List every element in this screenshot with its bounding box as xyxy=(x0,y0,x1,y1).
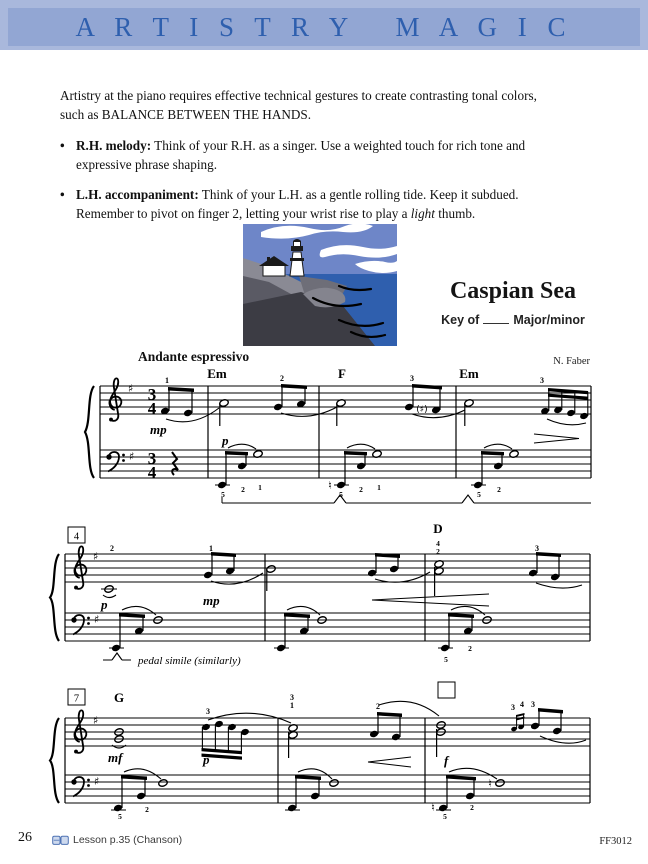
bullet-icon: • xyxy=(60,187,65,202)
fingering: 2 xyxy=(376,702,380,711)
fingering: 3 xyxy=(511,703,515,712)
tempo-marking: Andante espressivo xyxy=(138,349,250,364)
dynamic-p: p xyxy=(222,433,229,448)
brace xyxy=(50,718,59,803)
key-sharp-bass: ♯ xyxy=(94,613,100,626)
pedal-simile-text: pedal simile (similarly) xyxy=(138,655,241,667)
barlines xyxy=(65,718,590,803)
bass-clef xyxy=(106,452,125,472)
system-2 xyxy=(50,521,590,667)
fingering: 1 xyxy=(209,544,213,553)
bullet-lh-italic-word: light xyxy=(410,206,435,221)
fingering: 2 xyxy=(468,644,472,653)
key-sharp-treble: ♯ xyxy=(128,382,134,395)
key-line xyxy=(428,313,598,327)
fingering: 3 xyxy=(535,544,539,553)
lesson-label: Lesson p.35 (Chanson) xyxy=(73,834,183,846)
bass-notes-1 xyxy=(215,444,591,503)
bullet-lh-accompaniment xyxy=(60,185,538,223)
bullet-rh-lead: R.H. melody: xyxy=(76,138,152,153)
dynamic-p: p xyxy=(203,752,210,767)
title-block xyxy=(428,278,598,327)
pedal-accent xyxy=(112,653,122,660)
brace xyxy=(50,554,59,641)
key-sharp-bass: ♯ xyxy=(129,450,135,463)
time-sig-top: 3 xyxy=(147,385,157,404)
fingering: 4 xyxy=(520,700,524,709)
bullet-icon: • xyxy=(60,138,65,153)
fingering: 2 xyxy=(241,485,245,494)
fingering: 5 xyxy=(443,812,447,821)
time-sig-bottom: 4 xyxy=(147,399,157,418)
key-suffix: Major/minor xyxy=(513,313,585,328)
header-banner-inner xyxy=(8,8,640,46)
pedal-line xyxy=(222,497,591,503)
bullet-lh-lead: L.H. accompaniment: xyxy=(76,187,199,202)
fingering: 3 xyxy=(540,376,544,385)
key-sharp-treble: ♯ xyxy=(93,550,99,563)
system-1 xyxy=(85,366,591,503)
key-blank-line[interactable] xyxy=(483,313,509,324)
header-banner xyxy=(0,0,648,50)
natural-sign: ♮ xyxy=(431,801,435,814)
bass-clef xyxy=(71,615,90,635)
catalog-number: FF3012 xyxy=(599,836,632,847)
staff-lines xyxy=(65,718,590,803)
fingering: 3 xyxy=(531,700,535,709)
barlines xyxy=(65,554,590,641)
staff-lines xyxy=(65,554,590,641)
time-sig-top-bass: 3 xyxy=(147,449,157,468)
natural-sign: ♮ xyxy=(328,479,332,492)
pedal-accents xyxy=(334,495,474,503)
dynamic-mp: mp xyxy=(203,593,220,608)
key-prefix: Key of xyxy=(441,313,480,328)
piece-title: Caspian Sea xyxy=(449,278,577,304)
fingering: 5 xyxy=(477,490,481,499)
dynamic-f: f xyxy=(444,753,449,768)
fill-in-chord-box[interactable] xyxy=(438,682,455,698)
time-sig-bottom-bass: 4 xyxy=(147,463,157,482)
system-3 xyxy=(50,682,590,821)
measure-number: 7 xyxy=(73,693,80,705)
fingering: 2 xyxy=(145,805,149,814)
chord-label: Em xyxy=(207,366,227,381)
fingering: 2 xyxy=(497,485,501,494)
bullet-rh-melody xyxy=(60,136,538,174)
fingering: 5 xyxy=(118,812,122,821)
bullet-lh-text-after: thumb. xyxy=(434,206,476,221)
fingering: 5 xyxy=(444,655,448,664)
intro-text xyxy=(60,86,538,234)
lead-paragraph: Artistry at the piano requires effective technical gestures to create contrasting tonal colors, such as BALANCE BETWEEN THE HANDS. xyxy=(60,88,537,122)
fingering: 5 xyxy=(339,490,343,499)
fingering: 1 xyxy=(165,376,169,385)
fingering: 2 xyxy=(359,485,363,494)
dynamic-mp: mp xyxy=(150,422,167,437)
fingering: 3 xyxy=(410,374,414,383)
lighthouse-illustration xyxy=(243,224,397,346)
series-title: A R T I S T R Y M A G I C xyxy=(75,11,573,42)
music-notation xyxy=(0,348,648,830)
fingering: 1 xyxy=(290,701,294,710)
courtesy-sharp: (♯) xyxy=(416,405,428,415)
book-icon xyxy=(52,835,69,846)
chord-label: Em xyxy=(459,366,479,381)
lesson-reference xyxy=(52,834,182,846)
key-sharp-bass: ♯ xyxy=(94,775,100,788)
fingering: 3 xyxy=(290,693,294,702)
chord-fingering: 2 xyxy=(436,547,440,556)
natural-sign: ♮ xyxy=(488,777,492,790)
fingering: 3 xyxy=(206,707,210,716)
key-sharp-treble: ♯ xyxy=(93,714,99,727)
chord-label: D xyxy=(433,521,443,536)
bass-notes-2 xyxy=(103,606,492,660)
page-number: 26 xyxy=(18,830,32,845)
composer-credit: N. Faber xyxy=(553,356,590,367)
fingering: 1 xyxy=(258,483,262,492)
fingering: 5 xyxy=(221,490,225,499)
treble-notes-2 xyxy=(101,552,582,606)
chord-fingering: 4 xyxy=(436,539,440,548)
fingering: 2 xyxy=(280,374,284,383)
fingering: 1 xyxy=(377,483,381,492)
dynamic-p: p xyxy=(101,597,108,612)
bass-clef xyxy=(71,777,90,797)
dynamic-mf: mf xyxy=(108,750,123,765)
brace xyxy=(85,386,94,478)
chord-label: F xyxy=(338,366,346,381)
measure-number: 4 xyxy=(73,531,80,543)
bullet-rh-text: Think of your R.H. as a singer. Use a weighted touch for rich tone and expressive phrase shaping. xyxy=(76,138,526,172)
fingering: 2 xyxy=(470,803,474,812)
bullet-lh-text-before: Think of your L.H. as a gentle rolling tide. Keep it subdued. Remember to pivot on finger 2, letting your wrist rise to play a xyxy=(76,187,519,221)
fingering: 2 xyxy=(110,544,114,553)
chord-label: G xyxy=(113,690,125,705)
